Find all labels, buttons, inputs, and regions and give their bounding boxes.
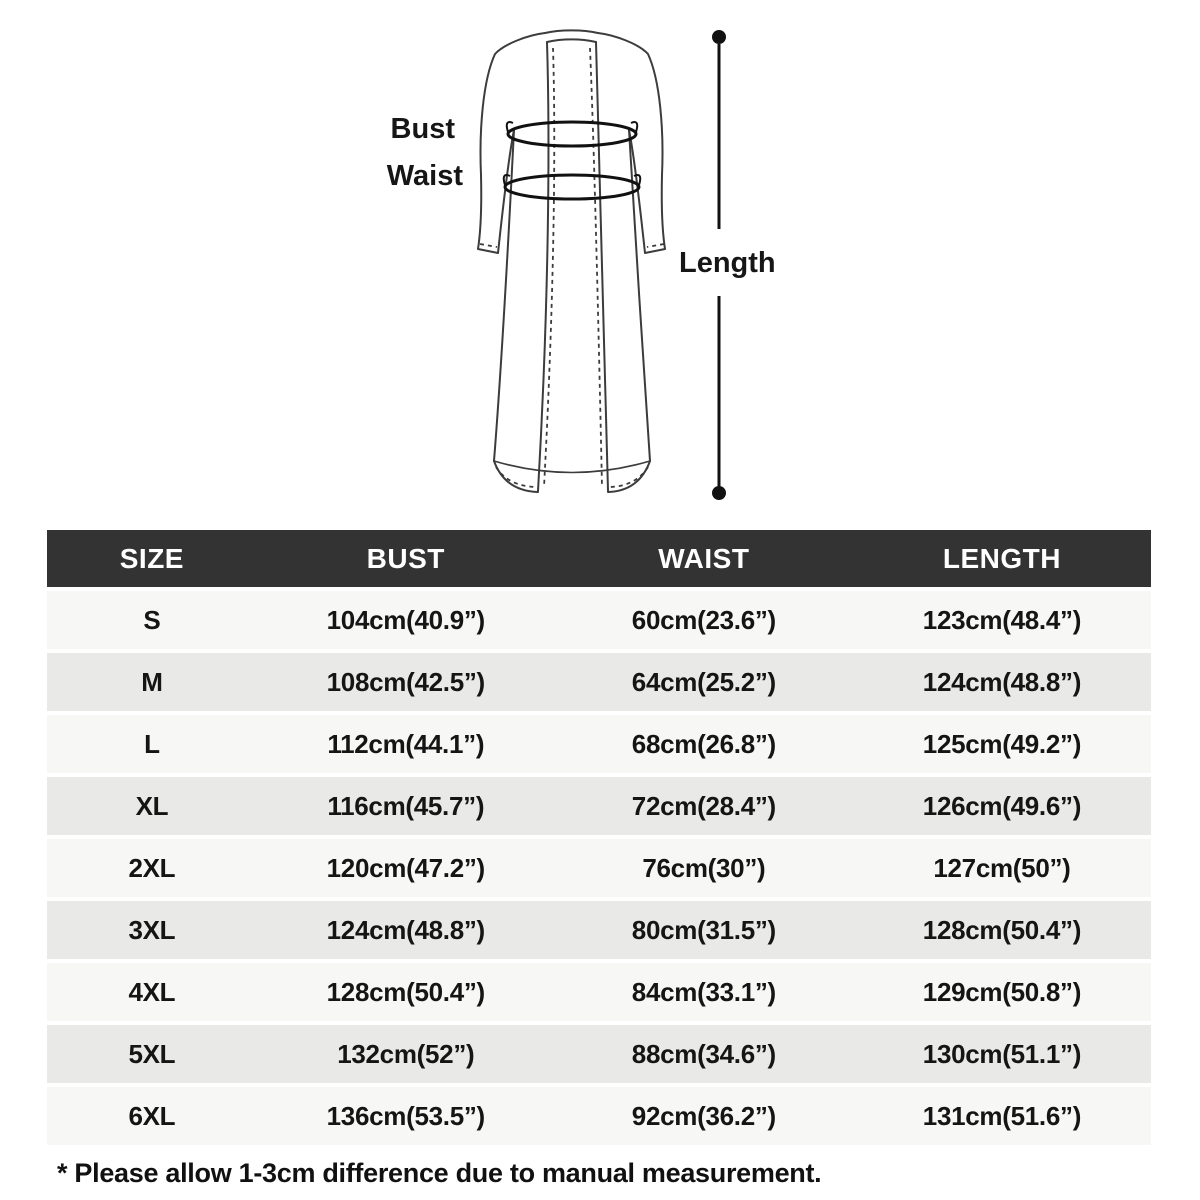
table-row: [47, 715, 1151, 773]
size-cell: L: [144, 728, 160, 759]
length-cell: 130cm(51.1”): [922, 1038, 1082, 1069]
table-body: [47, 591, 1151, 1145]
waist-cell: 64cm(25.2”): [631, 666, 776, 697]
length-cell: 124cm(48.8”): [922, 666, 1082, 697]
length-line-bottom-dot: [712, 486, 726, 500]
table-header-row: [47, 530, 1151, 587]
waist-cell: 68cm(26.8”): [631, 728, 776, 759]
header-length: LENGTH: [942, 542, 1061, 574]
table-row: [47, 963, 1151, 1021]
bust-cell: 132cm(52”): [337, 1038, 475, 1069]
table-row: [47, 901, 1151, 959]
waist-cell: 92cm(36.2”): [631, 1100, 776, 1131]
size-cell: 4XL: [128, 976, 176, 1007]
size-cell: 5XL: [128, 1038, 176, 1069]
waist-cell: 76cm(30”): [642, 852, 766, 883]
waist-cell: 80cm(31.5”): [631, 914, 776, 945]
bust-cell: 128cm(50.4”): [326, 976, 485, 1007]
header-bust: BUST: [366, 542, 445, 574]
size-cell: M: [141, 666, 163, 697]
bust-cell: 104cm(40.9”): [326, 604, 485, 635]
table-row: [47, 591, 1151, 649]
length-cell: 125cm(49.2”): [922, 728, 1082, 759]
size-cell: 2XL: [128, 852, 176, 883]
bust-cell: 112cm(44.1”): [327, 728, 485, 759]
bust-label: Bust: [390, 113, 455, 145]
measure-ellipses: [504, 122, 640, 199]
table-row: [47, 1087, 1151, 1145]
waist-cell: 72cm(28.4”): [631, 790, 776, 821]
size-cell: S: [143, 604, 161, 635]
bust-cell: 116cm(45.7”): [327, 790, 485, 821]
bust-cell: 120cm(47.2”): [326, 852, 485, 883]
table-row: [47, 1025, 1151, 1083]
waist-cell: 60cm(23.6”): [631, 604, 776, 635]
waist-cell: 88cm(34.6”): [631, 1038, 776, 1069]
waist-label: Waist: [386, 160, 463, 192]
length-label: Length: [679, 247, 776, 279]
table-row: [47, 839, 1151, 897]
bust-cell: 124cm(48.8”): [326, 914, 485, 945]
length-cell: 129cm(50.8”): [922, 976, 1082, 1007]
length-cell: 123cm(48.4”): [922, 604, 1082, 635]
length-cell: 126cm(49.6”): [922, 790, 1082, 821]
bust-cell: 136cm(53.5”): [326, 1100, 485, 1131]
cardigan-sketch: [0, 0, 1200, 520]
length-line-top-dot: [712, 30, 726, 44]
table-row: [47, 653, 1151, 711]
header-size: SIZE: [119, 542, 184, 574]
garment-diagram: [0, 0, 1200, 520]
measurement-note: * Please allow 1-3cm difference due to manual measurement.: [57, 1158, 822, 1188]
length-cell: 127cm(50”): [933, 852, 1071, 883]
size-cell: XL: [135, 790, 169, 821]
bust-cell: 108cm(42.5”): [326, 666, 485, 697]
length-cell: 128cm(50.4”): [922, 914, 1082, 945]
size-table: [47, 530, 1151, 1145]
size-cell: 6XL: [128, 1100, 176, 1131]
size-cell: 3XL: [128, 914, 176, 945]
waist-cell: 84cm(33.1”): [631, 976, 776, 1007]
table-row: [47, 777, 1151, 835]
header-waist: WAIST: [658, 542, 750, 574]
length-cell: 131cm(51.6”): [922, 1100, 1082, 1131]
